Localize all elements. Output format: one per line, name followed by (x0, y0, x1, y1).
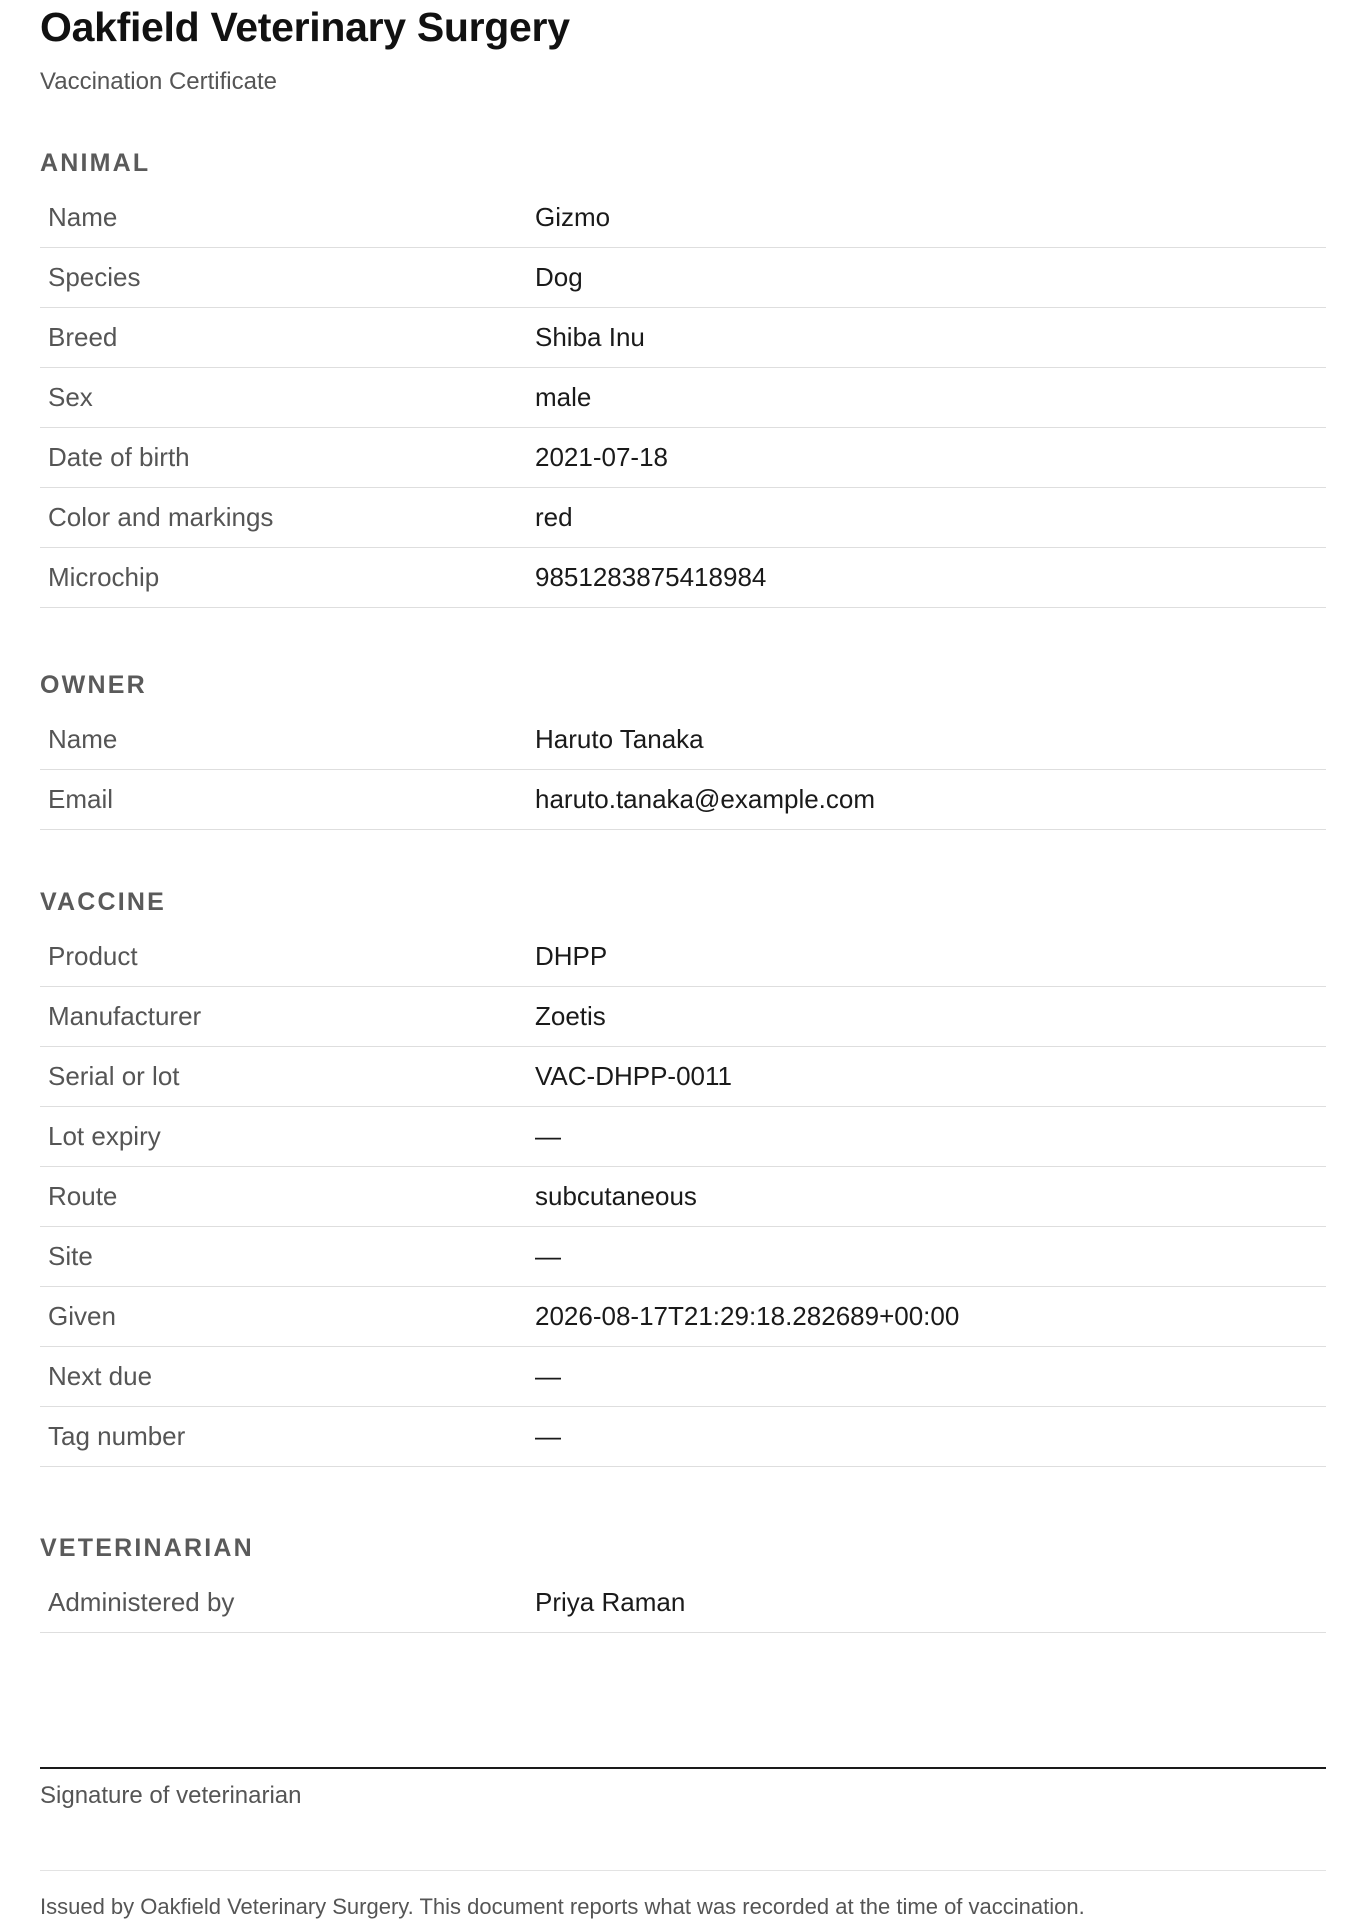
field-value: subcutaneous (535, 1181, 697, 1211)
field-label: Email (48, 784, 114, 814)
field-label: Serial or lot (48, 1061, 180, 1091)
field-row-date-of-birth (40, 428, 1326, 488)
field-label: Site (48, 1241, 93, 1271)
field-value: Zoetis (535, 1001, 606, 1031)
field-value: Gizmo (535, 202, 611, 232)
field-row-serial-lot (40, 1047, 1326, 1107)
field-label: Product (48, 941, 138, 971)
field-row-administered-by (40, 1573, 1326, 1633)
document-type: Vaccination Certificate (40, 68, 277, 95)
field-value: 2026-08-17T21:29:18.282689+00:00 (535, 1301, 960, 1331)
field-value: 9851283875418984 (535, 562, 767, 592)
field-row-lot-expiry (40, 1107, 1326, 1167)
field-label: Given (48, 1301, 116, 1331)
field-label: Tag number (48, 1421, 186, 1451)
field-value: — (535, 1421, 561, 1451)
field-value: 2021-07-18 (535, 442, 668, 472)
field-row-species (40, 248, 1326, 308)
field-label: Lot expiry (48, 1121, 161, 1151)
field-value: red (535, 502, 573, 532)
field-row-next-due (40, 1347, 1326, 1407)
veterinarian-section (40, 1523, 1326, 1633)
footer-divider (40, 1870, 1326, 1871)
field-value: Haruto Tanaka (535, 724, 704, 754)
section-heading-animal: ANIMAL (40, 149, 151, 177)
field-row-site (40, 1227, 1326, 1287)
field-row-route (40, 1167, 1326, 1227)
owner-section (40, 660, 1326, 830)
field-row-microchip (40, 548, 1326, 608)
animal-section (40, 138, 1326, 608)
field-row-sex (40, 368, 1326, 428)
field-label: Color and markings (48, 502, 274, 532)
field-row-owner-name (40, 710, 1326, 770)
field-label: Name (48, 202, 118, 232)
field-label: Route (48, 1181, 118, 1211)
section-heading-owner: OWNER (40, 671, 147, 699)
signature-line (40, 1767, 1326, 1769)
field-value: — (535, 1241, 561, 1271)
field-value: male (535, 382, 592, 412)
field-label: Name (48, 724, 118, 754)
field-value: — (535, 1361, 561, 1391)
field-label: Next due (48, 1361, 153, 1391)
field-row-product (40, 927, 1326, 987)
field-row-animal-name (40, 188, 1326, 248)
field-row-tag-number (40, 1407, 1326, 1467)
section-heading-veterinarian: VETERINARIAN (40, 1534, 254, 1562)
field-value: haruto.tanaka@example.com (535, 784, 876, 814)
field-label: Date of birth (48, 442, 190, 472)
field-label: Microchip (48, 562, 160, 592)
field-row-owner-email (40, 770, 1326, 830)
field-label: Sex (48, 382, 93, 412)
field-value: Shiba Inu (535, 322, 645, 352)
field-value: DHPP (535, 941, 608, 971)
clinic-name: Oakfield Veterinary Surgery (40, 4, 570, 50)
field-row-given (40, 1287, 1326, 1347)
field-value: Priya Raman (535, 1587, 686, 1617)
footer-note: Issued by Oakfield Veterinary Surgery. This document reports what was recorded at the time of vaccination. (40, 1894, 1085, 1919)
field-value: Dog (535, 262, 583, 292)
signature-caption: Signature of veterinarian (40, 1782, 302, 1809)
field-row-color-markings (40, 488, 1326, 548)
field-label: Species (48, 262, 141, 292)
field-value: VAC-DHPP-0011 (535, 1061, 732, 1091)
field-row-manufacturer (40, 987, 1326, 1047)
vaccine-section (40, 877, 1326, 1467)
section-heading-vaccine: VACCINE (40, 888, 167, 916)
field-label: Breed (48, 322, 118, 352)
field-label: Administered by (48, 1587, 235, 1617)
field-value: — (535, 1121, 561, 1151)
field-label: Manufacturer (48, 1001, 202, 1031)
field-row-breed (40, 308, 1326, 368)
